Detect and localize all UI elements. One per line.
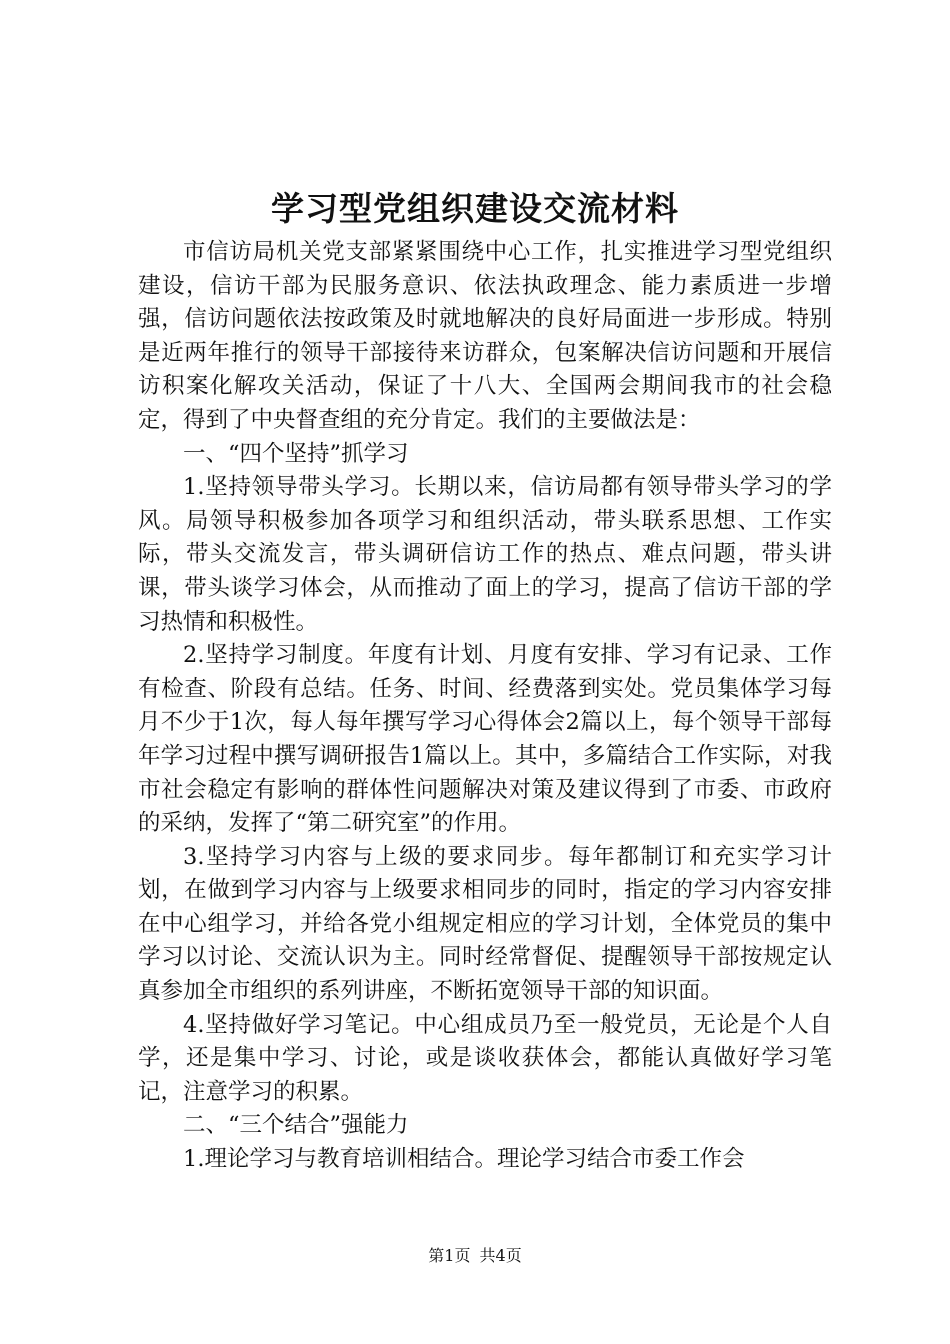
page-number: 第1页 — [428, 1246, 471, 1265]
document-body — [138, 236, 832, 1177]
paragraph-item-1-3: 3.坚持学习内容与上级的要求同步。每年都制订和充实学习计划，在做到学习内容与上级要求相同步的同时，指定的学习内容安排在中心组学习，并给各党小组规定相应的学习计划，全体党员的集中学习以讨论、交流认识为主。同时经常督促、提醒领导干部按规定认真参加全市组织的系列讲座，不断拓宽领导干部的知识面。 — [138, 843, 832, 1005]
page-footer — [0, 1245, 950, 1267]
page-total: 共4页 — [479, 1246, 522, 1265]
paragraph-item-2-1: 1.理论学习与教育培训相结合。理论学习结合市委工作会 — [183, 1146, 745, 1173]
document-title: 学习型党组织建设交流材料 — [271, 189, 679, 228]
paragraph-item-1-1: 1.坚持领导带头学习。长期以来，信访局都有领导带头学习的学风。局领导积极参加各项学习和组织活动，带头联系思想、工作实际，带头交流发言，带头调研信访工作的热点、难点问题，带头讲课，带头谈学习体会，从而推动了面上的学习，提高了信访干部的学习热情和积极性。 — [138, 474, 832, 635]
section-heading-1: 一、“四个坚持”抓学习 — [183, 440, 409, 467]
paragraph-intro: 市信访局机关党支部紧紧围绕中心工作，扎实推进学习型党组织建设，信访干部为民服务意识、依法执政理念、能力素质进一步增强，信访问题依法按政策及时就地解决的良好局面进一步形成。特别是近两年推行的领导干部接待来访群众，包案解决信访问题和开展信访积案化解攻关活动，保证了十八大、全国两会期间我市的社会稳定，得到了中央督查组的充分肯定。我们的主要做法是： — [138, 239, 832, 433]
paragraph-item-1-4: 4.坚持做好学习笔记。中心组成员乃至一般党员，无论是个人自学，还是集中学习、讨论，或是谈收获体会，都能认真做好学习笔记，注意学习的积累。 — [138, 1011, 832, 1105]
section-heading-2: 二、“三个结合”强能力 — [183, 1112, 409, 1139]
paragraph-item-1-2: 2.坚持学习制度。年度有计划、月度有安排、学习有记录、工作有检查、阶段有总结。任务、时间、经费落到实处。党员集体学习每月不少于1次，每人每年撰写学习心得体会2篇以上，每个领导干部每年学习过程中撰写调研报告1篇以上。其中，多篇结合工作实际，对我市社会稳定有影响的群体性问题解决对策及建议得到了市委、市政府的采纳，发挥了“第二研究室”的作用。 — [138, 642, 832, 837]
